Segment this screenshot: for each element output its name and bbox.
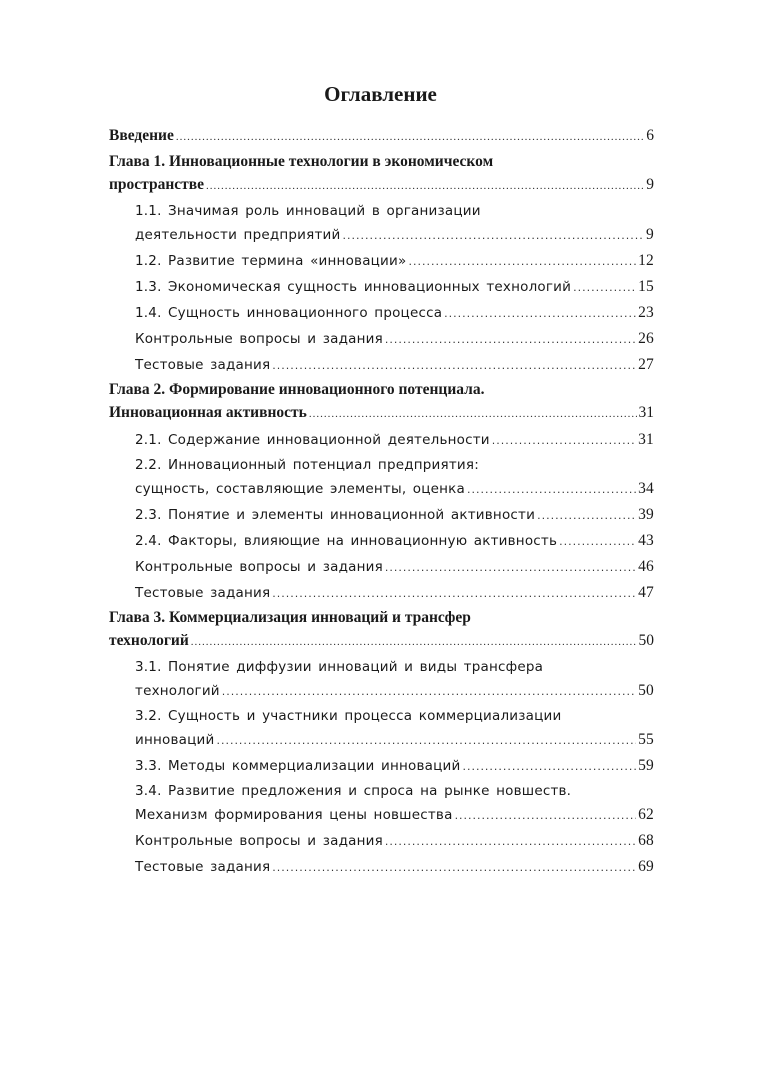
table-of-contents	[109, 124, 654, 879]
toc-entry-label-line1: Глава 3. Коммерциализация инноваций и трансфер	[109, 609, 471, 626]
toc-page-number: 62	[638, 806, 654, 823]
dot-leader	[309, 401, 637, 426]
toc-entry-label: Введение	[109, 127, 174, 144]
toc-entry-2-4[interactable]	[109, 529, 654, 553]
dot-leader	[467, 478, 636, 501]
dot-leader	[176, 124, 644, 149]
toc-entry-ch1-tests[interactable]	[109, 353, 654, 377]
toc-entry-chapter-3[interactable]	[109, 606, 654, 654]
toc-entry-label: технологий	[109, 632, 189, 649]
toc-entry-label: сущность, составляющие элементы, оценка	[135, 481, 466, 497]
toc-page-number: 43	[638, 532, 654, 549]
toc-entry-3-3[interactable]	[109, 754, 654, 778]
toc-entry-ch1-questions[interactable]	[109, 327, 654, 351]
toc-page-number: 68	[638, 832, 654, 849]
toc-entry-2-3[interactable]	[109, 503, 654, 527]
dot-leader	[272, 582, 636, 605]
toc-entry-1-3[interactable]	[109, 275, 654, 299]
dot-leader	[573, 276, 636, 299]
toc-page-number: 9	[646, 226, 654, 243]
toc-entry-1-2[interactable]	[109, 249, 654, 273]
toc-page-number: 39	[638, 506, 654, 523]
toc-entry-1-1[interactable]	[109, 200, 654, 247]
toc-entry-2-1[interactable]	[109, 428, 654, 452]
toc-entry-label: 2.3. Понятие и элементы инновационной активности	[135, 507, 536, 523]
toc-entry-label: Контрольные вопросы и задания	[135, 331, 383, 347]
toc-page-number: 47	[638, 584, 654, 601]
toc-entry-label-line1: Глава 1. Инновационные технологии в экономическом	[109, 153, 494, 170]
dot-leader	[222, 680, 636, 703]
toc-entry-3-1[interactable]	[109, 656, 654, 703]
toc-page-number: 26	[638, 330, 654, 347]
toc-page-number: 59	[638, 757, 654, 774]
toc-entry-label: пространстве	[109, 176, 205, 193]
toc-page-number: 27	[638, 356, 654, 373]
dot-leader	[343, 224, 645, 247]
dot-leader	[191, 629, 637, 654]
toc-page-number: 46	[638, 558, 654, 575]
toc-entry-label-line1: 3.1. Понятие диффузии инноваций и виды трансфера	[135, 659, 544, 675]
dot-leader	[272, 856, 636, 879]
toc-entry-label-line1: 1.1. Значимая роль инноваций в организации	[135, 203, 481, 219]
toc-page-number: 31	[638, 431, 654, 448]
toc-entry-ch2-tests[interactable]	[109, 581, 654, 605]
toc-page-number: 50	[638, 682, 654, 699]
toc-page-number: 12	[638, 252, 654, 269]
dot-leader	[385, 328, 636, 351]
toc-entry-label: 3.3. Методы коммерциализации инноваций	[135, 758, 461, 774]
toc-entry-2-2[interactable]	[109, 454, 654, 501]
toc-entry-label-line1: Глава 2. Формирование инновационного потенциала.	[109, 381, 485, 398]
dot-leader	[444, 302, 636, 325]
toc-entry-label: 1.3. Экономическая сущность инновационных технологий	[135, 279, 572, 295]
dot-leader	[216, 729, 636, 752]
toc-entry-label: Тестовые задания	[135, 859, 271, 875]
toc-entry-label: Контрольные вопросы и задания	[135, 559, 383, 575]
dot-leader	[559, 530, 636, 553]
toc-entry-label: Контрольные вопросы и задания	[135, 833, 383, 849]
toc-entry-ch3-questions[interactable]	[109, 829, 654, 853]
toc-page-number: 9	[646, 176, 654, 193]
dot-leader	[462, 755, 636, 778]
toc-entry-chapter-2[interactable]	[109, 378, 654, 426]
toc-entry-label: инноваций	[135, 732, 215, 748]
toc-entry-label: 2.1. Содержание инновационной деятельности	[135, 432, 490, 448]
toc-page-number: 23	[638, 304, 654, 321]
toc-entry-label-line1: 2.2. Инновационный потенциал предприятия:	[135, 457, 479, 473]
toc-page-number: 6	[646, 127, 654, 144]
toc-entry-chapter-1[interactable]	[109, 150, 654, 198]
toc-entry-label: деятельности предприятий	[135, 227, 341, 243]
dot-leader	[537, 504, 636, 527]
dot-leader	[272, 354, 636, 377]
dot-leader	[206, 173, 644, 198]
dot-leader	[492, 429, 636, 452]
toc-entry-label: 1.2. Развитие термина «инновации»	[135, 253, 407, 269]
toc-page-number: 34	[638, 480, 654, 497]
toc-entry-intro[interactable]	[109, 124, 654, 149]
toc-page-number: 15	[638, 278, 654, 295]
dot-leader	[455, 804, 637, 827]
toc-entry-3-2[interactable]	[109, 705, 654, 752]
toc-page-number: 69	[638, 858, 654, 875]
toc-entry-1-4[interactable]	[109, 301, 654, 325]
toc-entry-label: Тестовые задания	[135, 357, 271, 373]
toc-entry-label: 1.4. Сущность инновационного процесса	[135, 305, 443, 321]
toc-entry-label: технологий	[135, 683, 220, 699]
toc-entry-label: Механизм формирования цены новшества	[135, 807, 453, 823]
toc-entry-label: 2.4. Факторы, влияющие на инновационную активность	[135, 533, 558, 549]
toc-page-number: 31	[638, 404, 654, 421]
dot-leader	[385, 830, 636, 853]
toc-entry-label: Тестовые задания	[135, 585, 271, 601]
page-title: Оглавление	[324, 82, 437, 106]
toc-entry-label-line1: 3.4. Развитие предложения и спроса на рынке новшеств.	[135, 783, 572, 799]
toc-entry-ch2-questions[interactable]	[109, 555, 654, 579]
toc-entry-3-4[interactable]	[109, 780, 654, 827]
toc-entry-label: Инновационная активность	[109, 404, 307, 421]
dot-leader	[385, 556, 636, 579]
dot-leader	[408, 250, 636, 273]
toc-page-number: 50	[638, 632, 654, 649]
toc-entry-label-line1: 3.2. Сущность и участники процесса коммерциализации	[135, 708, 562, 724]
toc-page-number: 55	[638, 731, 654, 748]
toc-entry-ch3-tests[interactable]	[109, 855, 654, 879]
